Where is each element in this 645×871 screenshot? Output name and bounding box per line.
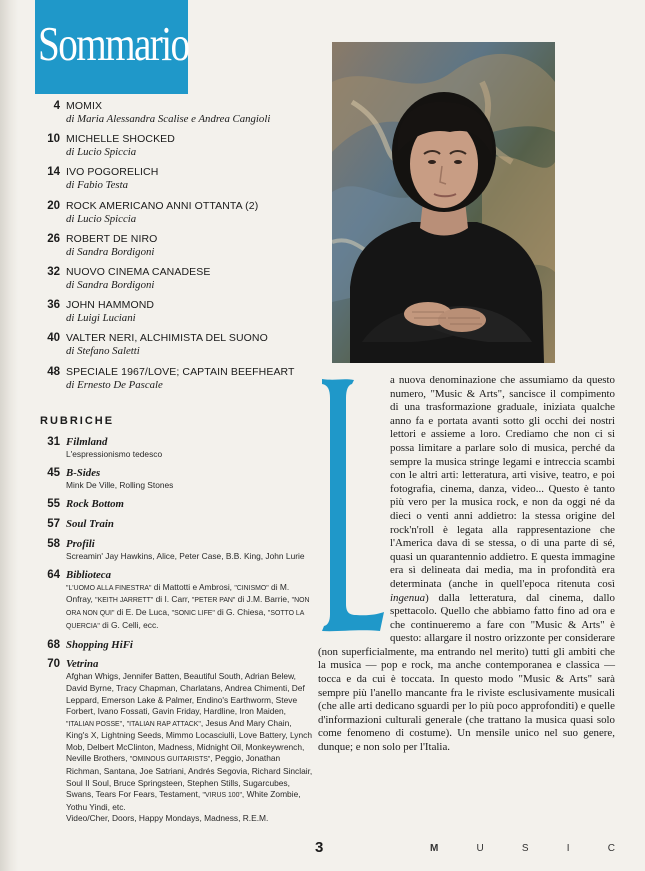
page-number: 45 (47, 467, 60, 480)
book-title: "KEITH JARRETT" (95, 597, 154, 605)
album-title: "OMINOUS GUITARISTS" (129, 756, 211, 764)
article-title: VALTER NERI, ALCHIMISTA DEL SUONO (66, 332, 268, 345)
footer-letter: U (476, 843, 484, 854)
page-number: 14 (47, 166, 60, 179)
article-title: NUOVO CINEMA CANADESE (66, 265, 211, 278)
article-text: ) dalla letteratura, dal cinema, dallo spettacolo. Quello che abbiamo fatto fino ad ora e che continueremo a fare con "Music & Arts" è questo: allargare il nostro orizzonte per considerare (non superficialmente, ma entrando nel merito) tutti gli ambiti che la musica — pop e rock, ma anche contemporanea e classica — tocca e da cui è toccata. In questo modo "Music & Arts" sarà sempre più l'anello mancante fra le riviste esclusivamente musicali (che alle arti dedicano sguardi per lo più poco approfonditi) e quelle d'informazioni culturali generale (che trattano la musica quasi solo come fenomeno di costume). Un mensile unico nel suo genere, dunque; e non solo per l'Italia. (318, 591, 615, 754)
footer-letter: I (566, 843, 570, 854)
page-number: 40 (47, 332, 60, 345)
page-gutter (0, 0, 18, 871)
page-number: 68 (47, 638, 60, 651)
footer-letter: C (607, 843, 615, 854)
book-author: di G. Celli, ecc. (99, 619, 159, 630)
album-title: "VIRUS 100" (202, 792, 242, 800)
rubric-description: Mink De Ville, Rolling Stones (66, 480, 174, 491)
rubric-soul-train[interactable] (38, 518, 316, 531)
rubric-description: L'espressionismo tedesco (66, 449, 163, 459)
rubric-profili[interactable] (38, 538, 316, 563)
contents-entry[interactable] (38, 133, 318, 159)
page-number: 10 (47, 133, 60, 146)
page-number: 31 (47, 436, 60, 448)
rubric-title: Biblioteca (66, 568, 111, 581)
article-author: di Sandra Bordigoni (66, 278, 155, 291)
rubric-title: Rock Bottom (66, 498, 124, 511)
album-title: "ITALIAN POSSE" (66, 720, 123, 728)
rubric-rock-bottom[interactable] (38, 498, 316, 511)
contents-entry[interactable] (38, 233, 318, 259)
book-author: di J.M. Barrie, (235, 594, 292, 605)
article-title: JOHN HAMMOND (66, 299, 155, 312)
rubric-title: Profili (66, 537, 95, 550)
footer-letter: M (430, 843, 439, 854)
rubric-shopping-hifi[interactable] (38, 639, 316, 652)
rubric-description: Screamin' Jay Hawkins, Alice, Peter Case, B.B. King, John Lurie (66, 550, 305, 561)
book-title: "SONIC LIFE" (171, 609, 215, 617)
article-author: di Sandra Bordigoni (66, 245, 155, 258)
rubriche-heading: RUBRICHE (40, 415, 115, 427)
book-author: di G. Chiesa, (214, 606, 268, 617)
article-author: di Maria Alessandra Scalise e Andrea Cangioli (66, 113, 271, 125)
rubric-title: Vetrina (66, 658, 99, 671)
rubric-title: Soul Train (66, 517, 114, 530)
rubriche-list (38, 436, 316, 832)
book-title: "SOTTO LA QUERCIA" (66, 609, 304, 630)
album-title: "ITALIAN RAP ATTACK" (126, 720, 201, 728)
book-title: "NON ORA NON QUI" (66, 597, 310, 617)
rubric-title: Filmland (66, 436, 108, 448)
video-list: Video/Cher, Doors, Happy Mondays, Madness, R.E.M. (66, 813, 269, 824)
page-title: Sommario (38, 16, 189, 71)
artist-list: , Jesus And Mary Chain, King's X, Lightning Seeds, Mimmo Locasciulli, Love Battery, Lynch Mob, Delbert McClinton, Madness, Midnight Oil, Monkeywrench, Neville Brothers, (66, 717, 312, 764)
page-number: 4 (53, 100, 60, 112)
article-title: SPECIALE 1967/LOVE; CAPTAIN BEEFHEART (66, 365, 295, 378)
book-author: di E. De Luca, (114, 606, 172, 617)
page-number: 48 (47, 365, 60, 378)
article-title: MICHELLE SHOCKED (66, 133, 175, 146)
contents-entry[interactable] (38, 200, 318, 226)
article-author: di Ernesto De Pascale (66, 378, 163, 391)
contents-entry[interactable] (38, 332, 318, 358)
page-number: 58 (47, 537, 60, 550)
article-author: di Luigi Luciani (66, 312, 136, 325)
book-title: "PETER PAN" (191, 597, 236, 605)
rubric-title: B-Sides (66, 467, 101, 480)
portrait-illustration (332, 42, 555, 363)
masthead (35, 0, 188, 94)
book-author: di M. Onfray, (66, 581, 290, 605)
contents-entry[interactable] (38, 266, 318, 292)
page-number: 55 (47, 498, 60, 511)
rubric-description (66, 671, 316, 813)
artist-list: , White Zombie, Yothu Yindi, etc. (66, 789, 301, 812)
artist-list: , Peggio, Jonathan Richman, Santana, Joe Satriani, Andrés Segovia, Richard Sinclair, Soul II Soul, Bruce Springsteen, Stephen Stills, Sugarcubes, Swans, Tears For Fears, Testament, (66, 753, 313, 800)
contents-list (38, 100, 318, 399)
page-number: 26 (47, 232, 60, 245)
article-author: di Lucio Spiccia (66, 146, 137, 159)
footer-wordmark (430, 843, 615, 854)
article-emphasis: ingenua (390, 591, 426, 604)
article-author: di Stefano Saletti (66, 345, 140, 358)
drop-cap-spacer (318, 374, 390, 634)
contents-entry[interactable] (38, 366, 318, 392)
rubric-b-sides[interactable] (38, 467, 316, 492)
page-number: 20 (47, 199, 60, 212)
article-author: di Fabio Testa (66, 179, 128, 192)
rubric-filmland[interactable] (38, 436, 316, 461)
artist-list: , (122, 717, 127, 728)
artist-list: Afghan Whigs, Jennifer Batten, Beautiful South, Adrian Belew, David Byrne, Tracy Chapman, Charlatans, Andrea Chimenti, Def Leppard, Emerson Lake & Palmer, Endino's Earthworm, Steve Forbert, Ivano Fossati, Gavin Friday, Hardline, Iron Maiden, (66, 671, 305, 717)
article-text: a nuova denominazione che assumiamo da questo numero, "Music & Arts", sancisce il compimento di una trasformazione graduale, iniziata qualche anno fa e portata avanti sotto gli occhi dei nostri lettori e assieme a loro. Crediamo che non ci si possa limitare a parlare solo di musica, perché da sempre la musica stringe legami e intreccia scambi con le altri arti: letteratura, arti visive, teatro, e poi fotografia, cinema, danza, video... Questo è tanto più vero per la musica rock, e non da oggi né da dieci o venti anni addietro: la stessa origine del rock'n'roll è legata alla rappresentazione che l'America dava di se stessa, o di una parte di sé, quasi un quarantennio addietro. E questa immagine era sì delineata dai media, ma in profondità era determinata (anche in quell'epoca ritenuta così (390, 374, 615, 590)
contents-entry[interactable] (38, 299, 318, 325)
article-author: di Lucio Spiccia (66, 212, 137, 225)
book-title: "CINISMO" (234, 584, 269, 592)
book-title: "L'UOMO ALLA FINESTRA" (66, 584, 152, 592)
article-title: MOMIX (66, 100, 103, 112)
page-number: 70 (47, 658, 60, 671)
article-title: ROCK AMERICANO ANNI OTTANTA (2) (66, 199, 259, 212)
page-number: 57 (47, 517, 60, 530)
editorial-article (318, 374, 615, 755)
rubric-description (66, 582, 316, 632)
article-title: ROBERT DE NIRO (66, 232, 158, 245)
rubric-title: Shopping HiFi (66, 638, 133, 651)
footer-letter: S (521, 843, 529, 854)
page-number: 36 (47, 299, 60, 312)
book-author: di Mattotti e Ambrosi, (151, 581, 235, 592)
book-author: di I. Carr, (153, 594, 192, 605)
rubric-biblioteca[interactable] (38, 569, 316, 632)
cover-portrait-photo (332, 42, 555, 363)
contents-entry[interactable] (38, 166, 318, 192)
page-number: 64 (47, 568, 60, 581)
page-number-footer: 3 (315, 839, 324, 856)
contents-entry[interactable] (38, 100, 318, 126)
article-title: IVO POGORELICH (66, 166, 159, 179)
rubric-vetrina[interactable] (38, 658, 316, 825)
page-number: 32 (47, 265, 60, 278)
